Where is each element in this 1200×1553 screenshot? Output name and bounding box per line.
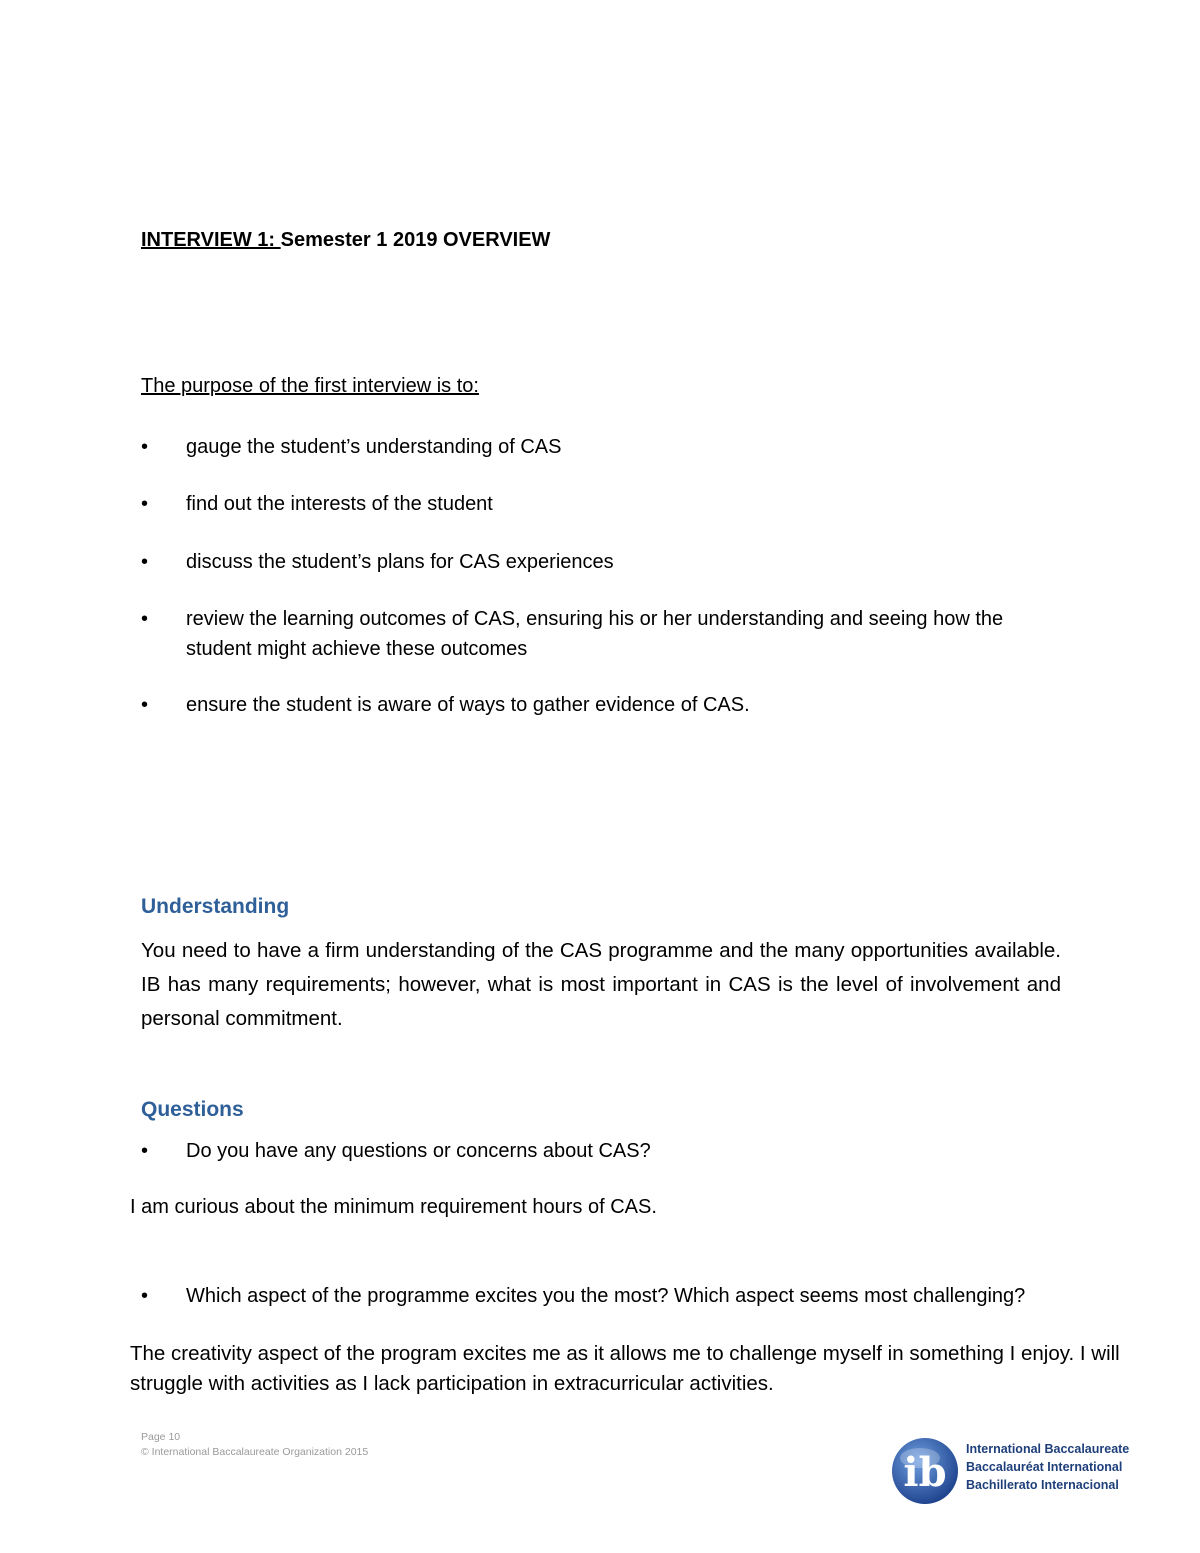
logo-line-1: International Baccalaureate (966, 1442, 1130, 1456)
understanding-heading: Understanding (141, 895, 290, 918)
ib-logo (890, 1436, 1150, 1506)
page-footer (141, 1430, 368, 1460)
bullet-icon: • (141, 551, 149, 573)
list-item (141, 547, 1051, 577)
logo-line-2: Baccalauréat International (966, 1460, 1123, 1474)
page-number: Page 10 (141, 1431, 181, 1443)
list-item-text: find out the interests of the student (186, 493, 493, 515)
bullet-icon: • (141, 694, 149, 716)
bullet-icon: • (141, 1140, 149, 1162)
bullet-icon: • (141, 436, 149, 458)
bullet-icon: • (141, 493, 149, 515)
question-item (141, 1281, 1141, 1311)
list-item-text: gauge the student’s understanding of CAS (186, 436, 562, 458)
list-item (141, 489, 1051, 519)
ib-logo-text (966, 1440, 1129, 1494)
ib-logo-mark: ib (903, 1449, 947, 1496)
title-underlined: INTERVIEW 1: (141, 229, 281, 251)
bullet-icon: • (141, 1285, 149, 1307)
answer-text: I am curious about the minimum requirement hours of CAS. (130, 1196, 657, 1218)
list-item-text: ensure the student is aware of ways to gather evidence of CAS. (186, 694, 750, 716)
list-item-text: review the learning outcomes of CAS, ensuring his or her understanding and seeing how the student might achieve these outcomes (186, 608, 1004, 660)
ib-logo-icon (890, 1436, 960, 1506)
list-item (141, 432, 1051, 462)
purpose-heading: The purpose of the first interview is to: (141, 375, 479, 397)
document-title (141, 229, 550, 252)
question-text: Do you have any questions or concerns about CAS? (186, 1140, 651, 1162)
list-item (141, 690, 1051, 720)
title-rest: Semester 1 2019 OVERVIEW (280, 229, 551, 251)
list-item-text: discuss the student’s plans for CAS experiences (186, 551, 614, 573)
bullet-icon: • (141, 608, 149, 630)
understanding-paragraph: You need to have a firm understanding of the CAS programme and the many opportunities available. IB has many requirements; however, what is most important in CAS is the level of involvement and personal commitment. (141, 939, 1061, 1030)
question-text: Which aspect of the programme excites you the most? Which aspect seems most challenging? (186, 1285, 1026, 1307)
question-item (141, 1136, 1051, 1166)
list-item (141, 604, 1051, 664)
questions-heading: Questions (141, 1098, 244, 1121)
answer-text: The creativity aspect of the program excites me as it allows me to challenge myself in something I enjoy. I will struggle with activities as I lack participation in extracurricular activities. (130, 1342, 1120, 1395)
copyright-text: © International Baccalaureate Organization 2015 (141, 1446, 369, 1458)
logo-line-3: Bachillerato Internacional (966, 1478, 1119, 1492)
